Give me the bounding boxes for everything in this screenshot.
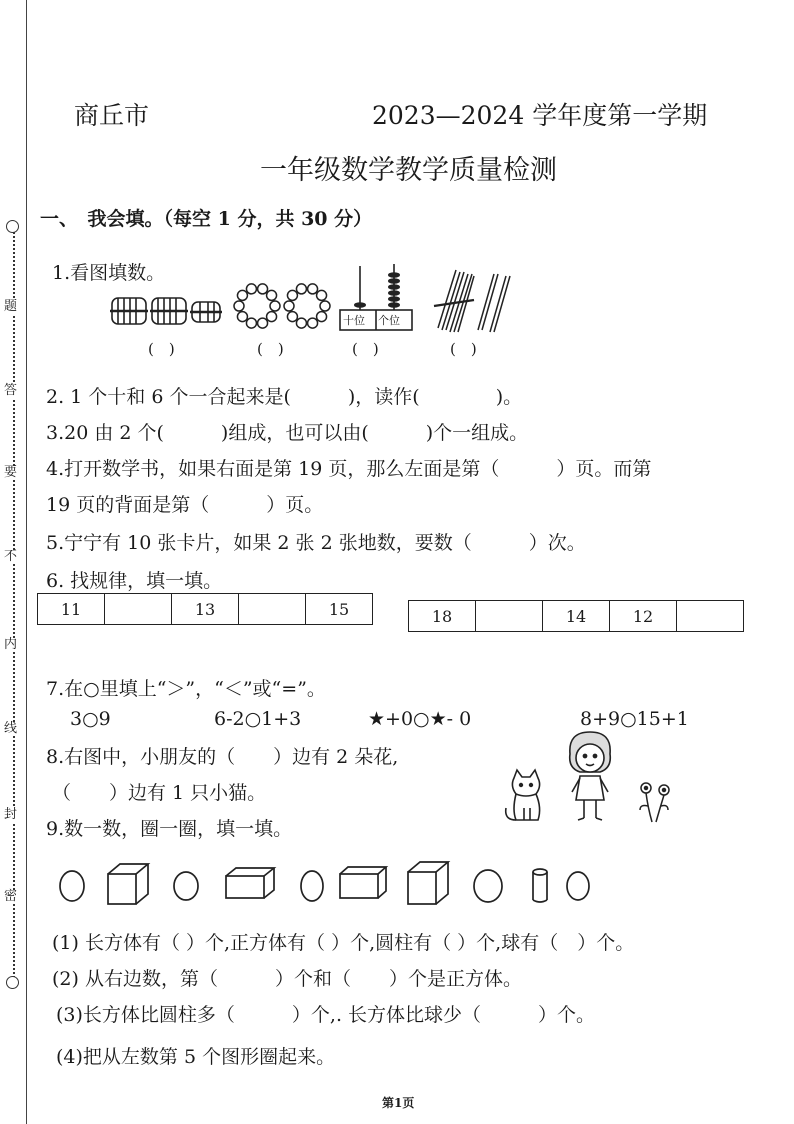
sticks-figure	[430, 264, 520, 336]
solid-1-sphere	[60, 871, 84, 901]
question-7: 7.在○里填上“＞”，“＜”或“=”。	[46, 678, 326, 700]
seq2-cell-4: 12	[610, 601, 677, 632]
q1-blank-3[interactable]: ( )	[352, 340, 379, 358]
bead	[308, 284, 318, 294]
question-9: 9.数一数，圈一圈，填一填。	[46, 818, 293, 840]
bead	[246, 284, 256, 294]
page-title: 一年级数学教学质量检测	[260, 155, 557, 186]
cat-figure	[500, 768, 552, 824]
question-8-line1: 8.右图中，小朋友的（ ）边有 2 朵花,	[46, 746, 399, 768]
solids-row	[56, 858, 616, 910]
seq2-cell-5[interactable]	[677, 601, 744, 632]
abacus-label-tens: 十位	[343, 314, 365, 327]
bead	[237, 312, 247, 322]
solid-2-cube	[108, 864, 148, 904]
binding-border	[26, 0, 27, 1124]
question-3: 3.20 由 2 个( )组成，也可以由( )个一组成。	[46, 422, 529, 444]
margin-char-3: 要	[4, 465, 18, 480]
q1-blank-2[interactable]: ( )	[257, 340, 284, 358]
bead	[308, 318, 318, 328]
seq1-cell-1: 11	[38, 594, 105, 625]
bead	[234, 301, 244, 311]
binding-hole-bottom	[6, 976, 19, 989]
question-9-part-1: (1) 长方体有（ ）个,正方体有（ ）个,圆柱有（ ）个,球有（ ）个。	[52, 932, 635, 954]
margin-char-6: 线	[4, 721, 18, 736]
abacus-label-ones: 个位	[378, 314, 400, 327]
solid-10-sphere	[567, 872, 589, 900]
solid-3-sphere	[174, 872, 198, 900]
seq1-cell-4[interactable]	[239, 594, 306, 625]
bead	[284, 301, 294, 311]
question-2: 2. 1 个十和 6 个一合起来是( )，读作( )。	[46, 386, 523, 408]
margin-char-7: 封	[4, 807, 18, 822]
solid-6-cuboid	[340, 867, 386, 898]
margin-char-4: 不	[4, 549, 18, 564]
q1-blank-1[interactable]: ( )	[148, 340, 175, 358]
bead	[267, 312, 277, 322]
q1-blank-4[interactable]: ( )	[450, 340, 477, 358]
margin-char-1: 题	[4, 299, 18, 314]
question-1: 1.看图填数。	[52, 262, 166, 284]
compare-item-1[interactable]: 3○9	[70, 708, 111, 730]
cut-line	[13, 228, 15, 986]
bundles-figure	[108, 290, 228, 332]
solid-5-sphere	[301, 871, 323, 901]
bead	[258, 284, 268, 294]
seq1-cell-2[interactable]	[105, 594, 172, 625]
question-4-line1: 4.打开数学书，如果右面是第 19 页，那么左面是第（ ）页。而第	[46, 458, 652, 480]
header-city: 商丘市	[74, 101, 150, 130]
binding-hole-top	[6, 220, 19, 233]
compare-item-2[interactable]: 6-2○1+3	[214, 708, 302, 730]
seq2-cell-3: 14	[543, 601, 610, 632]
solid-9-cylinder	[533, 869, 547, 902]
bead	[317, 290, 327, 300]
solid-4-cuboid	[226, 868, 274, 898]
question-4-line2: 19 页的背面是第（ ）页。	[46, 494, 324, 516]
question-8-line2: （ ）边有 1 只小猫。	[52, 782, 267, 804]
solid-8-sphere	[474, 870, 502, 902]
bead	[296, 284, 306, 294]
question-6: 6. 找规律，填一填。	[46, 570, 223, 592]
question-9-part-4: (4)把从左数第 5 个图形圈起来。	[56, 1046, 336, 1068]
page-number: 第1页	[382, 1096, 415, 1110]
bead	[296, 318, 306, 328]
bead	[287, 312, 297, 322]
child-figure	[560, 728, 620, 824]
solid-7-cube	[408, 862, 448, 904]
question-9-part-2: (2) 从右边数，第（ ）个和（ ）个是正方体。	[52, 968, 522, 990]
bead-rings-figure	[232, 278, 332, 334]
compare-item-4[interactable]: 8+9○15+1	[580, 708, 689, 730]
header-term: 2023—2024 学年度第一学期	[372, 101, 708, 130]
bead	[270, 301, 280, 311]
bead	[317, 312, 327, 322]
bead	[246, 318, 256, 328]
bead	[320, 301, 330, 311]
question-9-part-3: (3)长方体比圆柱多（ ）个,. 长方体比球少（ ）个。	[56, 1004, 596, 1026]
margin-char-2: 答	[4, 383, 18, 398]
bead	[237, 290, 247, 300]
compare-item-3[interactable]: ★+0○★- 0	[368, 708, 472, 730]
bead	[267, 290, 277, 300]
bead	[258, 318, 268, 328]
margin-char-8: 密	[4, 889, 18, 904]
margin-char-5: 内	[4, 637, 18, 652]
pattern-table-2	[408, 600, 744, 632]
seq1-cell-3: 13	[172, 594, 239, 625]
flowers-figure	[634, 780, 676, 824]
section-title: 一、 我会填。（每空 1 分，共 30 分）	[40, 208, 373, 230]
bead	[287, 290, 297, 300]
question-5: 5.宁宁有 10 张卡片，如果 2 张 2 张地数，要数（ ）次。	[46, 532, 586, 554]
seq2-cell-2[interactable]	[476, 601, 543, 632]
pattern-table-1	[37, 593, 373, 625]
seq2-cell-1: 18	[409, 601, 476, 632]
seq1-cell-5: 15	[306, 594, 373, 625]
